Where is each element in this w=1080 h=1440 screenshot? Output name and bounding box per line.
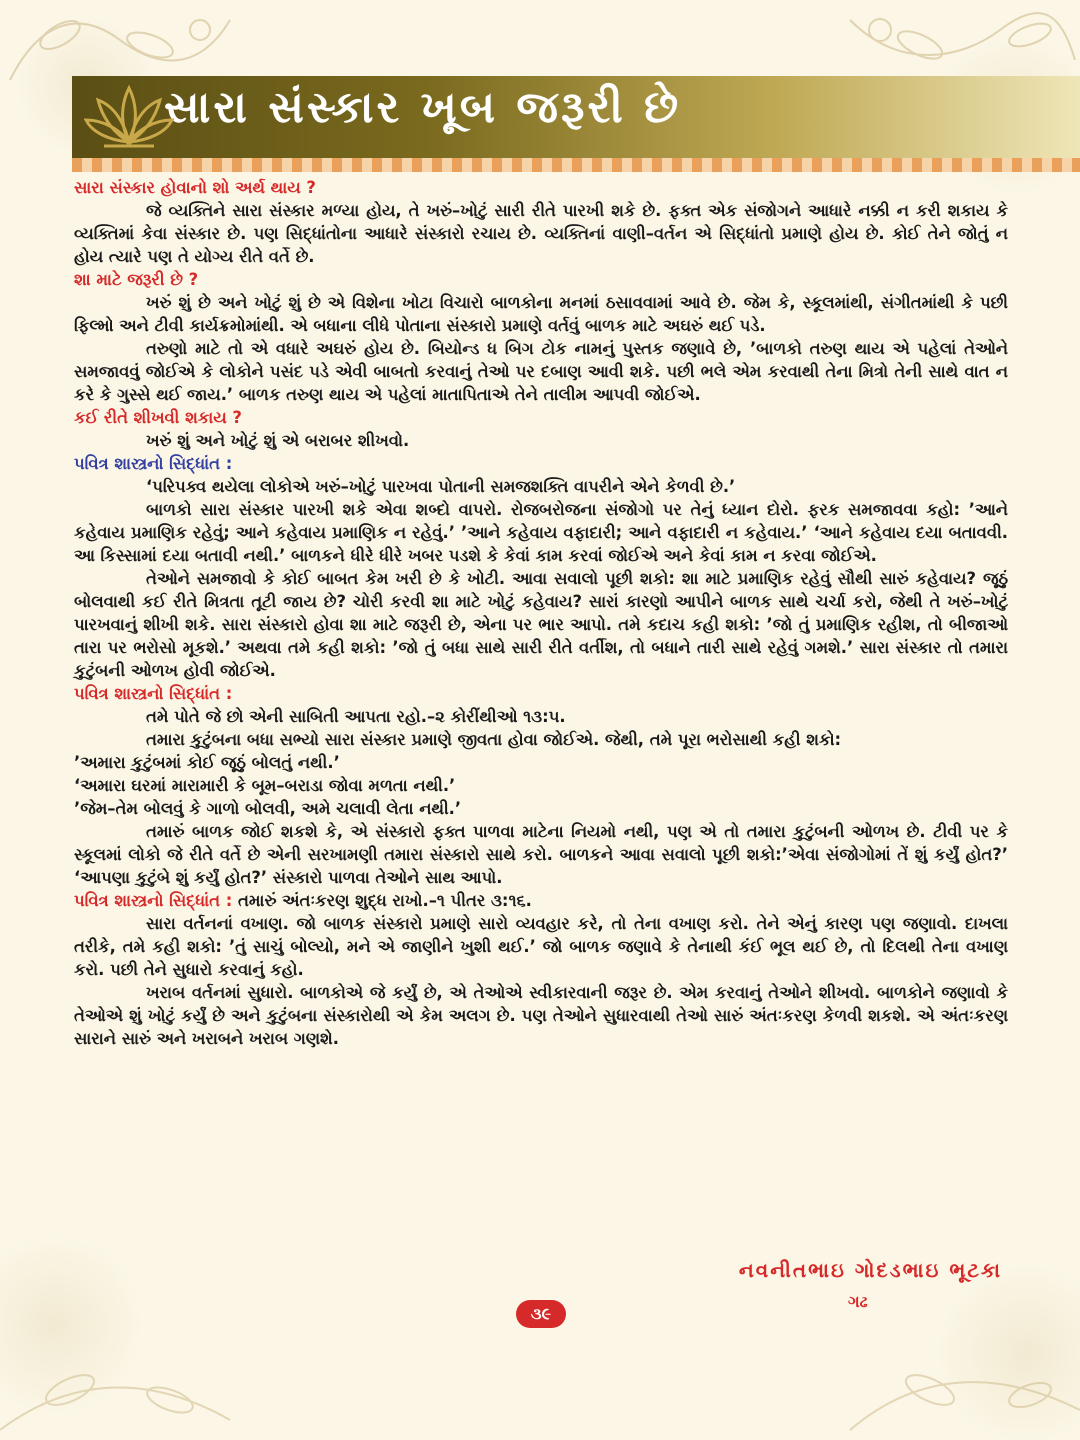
paragraph: ‘પરિપક્વ થયેલા લોકોએ ખરું–ખોટું પારખવા પોતાની સમજશક્તિ વાપરીને એને કેળવી છે.’ — [146, 477, 736, 496]
article-body — [74, 176, 1008, 1050]
paragraph: ખરાબ વર્તનમાં સુધારો. બાળકોએ જે કર્યું છે, એ તેઓએ સ્વીકારવાની જરૂર છે. એમ કરવાનું તેઓને શીખવો. બાળકોને જણાવો કે તેઓએ શું ખોટું કર્યું છે અને કુટુંબના સંસ્કારોથી એ કેમ અલગ છે. પણ તેઓને સુધારવાથી તેઓ સારું અંતઃકરણ કેળવી શકશે. એ અંતઃકરણ સારાને સારું અને ખરાબને ખરાબ ગણશે. — [74, 983, 1008, 1048]
floral-corner-icon — [0, 1340, 1080, 1440]
paragraph: ખરું શું છે અને ખોટું શું છે એ વિશેના ખોટા વિચારો બાળકોના મનમાં ઠસાવવામાં આવે છે. જેમ કે, સ્કૂલમાંથી, સંગીતમાંથી કે પછી ફિલ્મો અને ટીવી કાર્યક્રમોમાંથી. એ બધાના લીધે પોતાના સંસ્કારો પ્રમાણે વર્તવું બાળક માટે અઘરું થઈ પડે. — [74, 293, 1008, 335]
quote-line: ’જેમ–તેમ બોલવું કે ગાળો બોલવી, અમે ચલાવી લેતા નથી.’ — [74, 799, 462, 818]
section-heading: શા માટે જરૂરી છે ? — [74, 270, 199, 289]
paragraph: તમે પોતે જે છો એની સાબિતી આપતા રહો.–૨ કોરીંથીઓ ૧૩:૫. — [146, 707, 566, 726]
paragraph: તરુણો માટે તો એ વધારે અઘરું હોય છે. બિયોન્ડ ધ બિગ ટોક નામનું પુસ્તક જણાવે છે, ’બાળકો તરુણ થાય એ પહેલાં તેઓને સમજાવવું જોઈએ કે લોકોને પસંદ પડે એવી બાબતો કરવાનું તેઓ પર દબાણ આવી શકે. પછી ભલે એમ કરવાથી તેના મિત્રો તેની સાથે વાત ન કરે કે ગુસ્સે થઈ જાય.’ બાળક તરુણ થાય એ પહેલાં માતાપિતાએ તેને તાલીમ આપવી જોઈએ. — [74, 339, 1008, 404]
page-number: ૩૯ — [516, 1300, 566, 1328]
header-decorative-strip — [72, 158, 1080, 172]
scripture-text: તમારું અંતઃકરણ શુદ્ધ રાખો.–૧ પીતર ૩:૧૬. — [232, 891, 532, 910]
quote-line: ‘અમારા ઘરમાં મારામારી કે બૂમ–બરાડા જોવા મળતા નથી.’ — [74, 776, 456, 795]
header-band — [72, 76, 1080, 158]
paragraph: તમારા કુટુંબના બધા સભ્યો સારા સંસ્કાર પ્રમાણે જીવતા હોવા જોઈએ. જેથી, તમે પૂરા ભરોસાથી કહી શકો: — [146, 730, 842, 749]
paragraph: ખરું શું અને ખોટું શું એ બરાબર શીખવો. — [146, 431, 410, 450]
paragraph: સારા વર્તનનાં વખાણ. જો બાળક સંસ્કારો પ્રમાણે સારો વ્યવહાર કરે, તો તેના વખાણ કરો. તેને એનું કારણ પણ જણાવો. દાખલા તરીકે, તમે કહી શકો: ’તું સાચું બોલ્યો, મને એ જાણીને ખુશી થઈ.’ જો બાળક જણાવે કે તેનાથી કંઈ ભૂલ થઈ છે, તો દિલથી તેના વખાણ કરો. પછી તેને સુધારો કરવાનું કહો. — [74, 914, 1008, 979]
paragraph: બાળકો સારા સંસ્કાર પારખી શકે એવા શબ્દો વાપરો. રોજબરોજના સંજોગો પર તેનું ધ્યાન દોરો. ફરક સમજાવવા કહો: ’આને કહેવાય પ્રમાણિક રહેવું; આને કહેવાય પ્રમાણિક ન રહેવું.’ ’આને કહેવાય વફાદારી; આને વફાદારી ન કહેવાય.’ ‘આને કહેવાય દયા બતાવવી. આ કિસ્સામાં દયા બતાવી નથી.’ બાળકને ધીરે ધીરે ખબર પડશે કે કેવાં કામ કરવાં જોઈએ અને કેવાં કામ ન કરવા જોઈએ. — [74, 500, 1008, 565]
scripture-heading: પવિત્ર શાસ્ત્રનો સિદ્ધાંત : — [74, 891, 233, 910]
scripture-heading: પવિત્ર શાસ્ત્રનો સિદ્ધાંત : — [74, 684, 233, 703]
scripture-heading: પવિત્ર શાસ્ત્રનો સિદ્ધાંત : — [74, 454, 233, 473]
section-heading: સારા સંસ્કાર હોવાનો શો અર્થ થાય ? — [74, 178, 316, 197]
paragraph: જે વ્યક્તિને સારા સંસ્કાર મળ્યા હોય, તે ખરું–ખોટું સારી રીતે પારખી શકે છે. ફક્ત એક સંજોગને આધારે નક્કી ન કરી શકાય કે વ્યક્તિમાં કેવા સંસ્કાર છે. પણ સિદ્ધાંતોના આધારે સંસ્કારો રચાય છે. વ્યક્તિનાં વાણી–વર્તન એ સિદ્ધાંતો પ્રમાણે હોય છે. કોઈ તેને જોતું ન હોય ત્યારે પણ તે યોગ્ય રીતે વર્તે છે. — [74, 201, 1008, 266]
paragraph: તેઓને સમજાવો કે કોઈ બાબત કેમ ખરી છે કે ખોટી. આવા સવાલો પૂછી શકો: શા માટે પ્રમાણિક રહેવું સૌથી સારું કહેવાય? જૂઠું બોલવાથી કઈ રીતે મિત્રતા તૂટી જાય છે? ચોરી કરવી શા માટે ખોટું કહેવાય? સારાં કારણો આપીને બાળક સાથે ચર્ચા કરો, જેથી તે ખરું–ખોટું પારખવાનું શીખી શકે. સારા સંસ્કારો હોવા શા માટે જરૂરી છે, એના પર ભાર આપો. તમે કદાચ કહી શકો: ’જો તું પ્રમાણિક રહીશ, તો બીજાઓ તારા પર ભરોસો મૂકશે.’ અથવા તમે કહી શકો: ’જો તું બધા સાથે સારી રીતે વર્તીશ, તો બધાને તારી સાથે રહેવું ગમશે.’ સારા સંસ્કાર તો તમારા કુટુંબની ઓળખ હોવી જોઈએ. — [74, 569, 1008, 680]
lotus-icon — [84, 82, 174, 152]
section-heading: કઈ રીતે શીખવી શકાય ? — [74, 408, 242, 427]
quote-line: ’અમારા કુટુંબમાં કોઈ જૂઠું બોલતું નથી.’ — [74, 753, 340, 772]
page-title: સારા સંસ્કાર ખૂબ જરૂરી છે — [164, 82, 682, 133]
paragraph: તમારું બાળક જોઈ શકશે કે, એ સંસ્કારો ફક્ત પાળવા માટેના નિયમો નથી, પણ એ તો તમારા કુટુંબની ઓળખ છે. ટીવી પર કે સ્કૂલમાં લોકો જે રીતે વર્તે છે એની સરખામણી તમારા સંસ્કારો સાથે કરો. બાળકને આવા સવાલો પૂછી શકો:’એવા સંજોગોમાં તેં શું કર્યું હોત?’ ‘આપણા કુટુંબે શું કર્યું હોત?’ સંસ્કારો પાળવા તેઓને સાથ આપો. — [74, 822, 1008, 887]
author-place: ગઢ — [848, 1292, 868, 1311]
author-name: નવનીતભાઇ ગોદડભાઇ ભૂટકા — [738, 1258, 1002, 1282]
scripture-line — [74, 889, 1008, 912]
